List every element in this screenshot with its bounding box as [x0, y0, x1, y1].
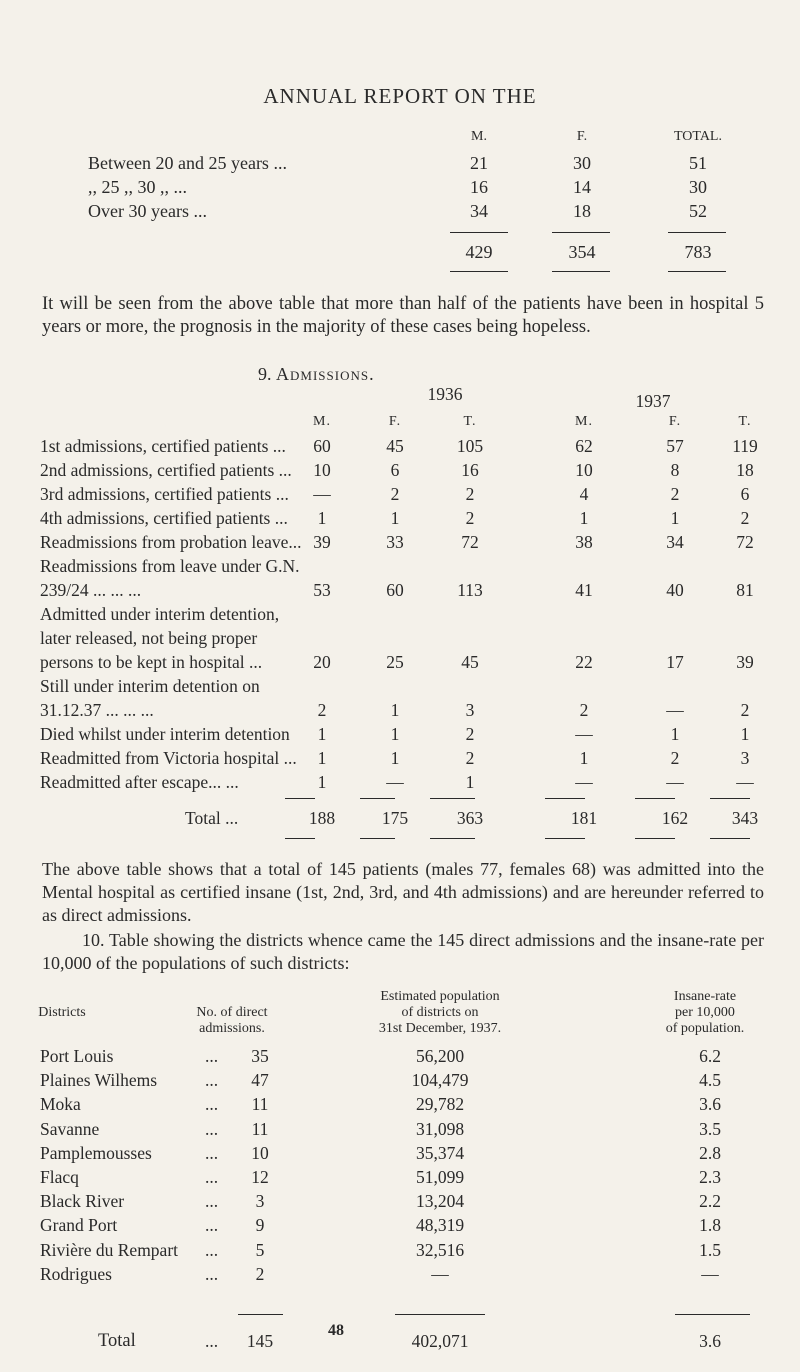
insane-rate: 6.2	[699, 1046, 721, 1066]
admissions-cell: 2	[465, 748, 475, 768]
district-name: Moka	[40, 1094, 81, 1114]
total-rate: 3.6	[699, 1331, 721, 1351]
row-label: Readmitted from Victoria hospital ...	[40, 748, 297, 768]
insane-rate: 2.3	[699, 1167, 721, 1187]
admissions-total-cell: 175	[381, 808, 409, 828]
admissions-cell: 2	[740, 700, 750, 720]
rule	[545, 798, 585, 799]
row-label: persons to be kept in hospital ...	[40, 652, 263, 672]
leader-dots: ...	[205, 1331, 219, 1351]
col-population-line2: of districts on	[401, 1005, 479, 1020]
leader-dots: ...	[205, 1143, 219, 1163]
insane-rate: 1.8	[699, 1215, 721, 1235]
admissions-cell: 72	[461, 532, 479, 552]
admissions-cell: 45	[386, 436, 404, 456]
leader-dots: ...	[205, 1264, 219, 1284]
admissions-total-cell: 181	[570, 808, 598, 828]
admissions-cell: 18	[736, 460, 754, 480]
rule	[238, 1314, 283, 1315]
admissions-cell: 1	[317, 748, 327, 768]
admissions-cell: —	[666, 700, 684, 720]
cell: 52	[689, 201, 707, 221]
cell: 30	[689, 177, 707, 197]
col-insane-rate	[635, 989, 775, 1037]
admissions-cell: 105	[456, 436, 484, 456]
admissions-cell: 10	[313, 460, 331, 480]
admissions-total-cell: 162	[661, 808, 689, 828]
total-cell: 429	[465, 242, 493, 262]
admissions-cell: 2	[317, 700, 327, 720]
row-label: 3rd admissions, certified patients ...	[40, 484, 289, 504]
admissions-cell: 53	[313, 580, 331, 600]
paragraph-prognosis: It will be seen from the above table that more than half of the patients have been in hospital 5 years or more, the prognosis in the majority of these cases being hopeless.	[42, 294, 764, 337]
col-f: F.	[576, 129, 588, 144]
admissions-count: 11	[251, 1119, 269, 1139]
admissions-cell: 1	[317, 508, 327, 528]
admissions-count: 5	[255, 1240, 265, 1260]
subcol: T.	[738, 414, 752, 429]
admissions-cell: 2	[390, 484, 400, 504]
population: 13,204	[415, 1191, 465, 1211]
admissions-cell: 1	[390, 700, 400, 720]
rule	[668, 232, 726, 233]
admissions-cell: 40	[666, 580, 684, 600]
admissions-cell: 22	[575, 652, 593, 672]
rule	[430, 798, 475, 799]
leader-dots: ...	[205, 1119, 219, 1139]
admissions-cell: 81	[736, 580, 754, 600]
total-label: Total	[98, 1331, 136, 1351]
paragraph-direct-admissions: The above table shows that a total of 145 patients (males 77, females 68) was admitted into the Mental hospital as certified insane (1st, 2nd, 3rd, and 4th admissions) and are hereunder referred to as direct admissions.	[42, 859, 764, 925]
admissions-cell: 6	[390, 460, 400, 480]
admissions-count: 47	[251, 1070, 269, 1090]
rule	[552, 271, 610, 272]
row-label: ,, 25 ,, 30 ,, ...	[88, 177, 187, 197]
rule	[285, 798, 315, 799]
admissions-cell: 38	[575, 532, 593, 552]
admissions-total-cell: 188	[308, 808, 336, 828]
rule	[710, 838, 750, 839]
cell: 14	[573, 177, 591, 197]
population: 48,319	[415, 1215, 465, 1235]
section-title: Admissions.	[276, 364, 375, 384]
population: 51,099	[415, 1167, 465, 1187]
admissions-cell: 62	[575, 436, 593, 456]
row-label: 239/24 ... ... ...	[40, 580, 142, 600]
cell: 34	[470, 201, 488, 221]
admissions-cell: 6	[740, 484, 750, 504]
total-label: Total ...	[185, 808, 239, 828]
admissions-cell: 2	[465, 724, 475, 744]
district-name: Port Louis	[40, 1046, 114, 1066]
subcol: T.	[463, 414, 477, 429]
total-cell: 354	[568, 242, 596, 262]
leader-dots: ...	[205, 1070, 219, 1090]
cell: 51	[689, 153, 707, 173]
admissions-cell: 1	[670, 724, 680, 744]
admissions-cell: 8	[670, 460, 680, 480]
leader-dots: ...	[205, 1167, 219, 1187]
rule	[552, 232, 610, 233]
year-1937: 1937	[635, 391, 671, 411]
admissions-cell: —	[386, 772, 404, 792]
population: 104,479	[411, 1070, 469, 1090]
district-name: Black River	[40, 1191, 125, 1211]
district-name: Rodrigues	[40, 1264, 112, 1284]
col-rate-line3: of population.	[665, 1021, 745, 1036]
year-1936: 1936	[427, 384, 463, 404]
col-admissions	[162, 1005, 302, 1037]
admissions-cell: 2	[465, 508, 475, 528]
admissions-total-cell: 343	[731, 808, 759, 828]
admissions-count: 3	[255, 1191, 265, 1211]
col-rate-line1: Insane-rate	[673, 989, 737, 1004]
paragraph-districts-intro: 10. Table showing the districts whence came the 145 direct admissions and the insane-rate per 10,000 of the populations of such districts:	[42, 930, 764, 973]
admissions-cell: 1	[390, 508, 400, 528]
insane-rate: 2.8	[699, 1143, 721, 1163]
admissions-cell: 45	[461, 652, 479, 672]
population: 31,098	[415, 1119, 465, 1139]
admissions-count: 12	[251, 1167, 269, 1187]
rule	[450, 271, 508, 272]
row-label: later released, not being proper	[40, 628, 258, 648]
row-label: Readmissions from probation leave...	[40, 532, 302, 552]
col-rate-line2: per 10,000	[675, 1005, 735, 1020]
insane-rate: 2.2	[699, 1191, 721, 1211]
admissions-cell: 4	[579, 484, 589, 504]
leader-dots: ...	[205, 1046, 219, 1066]
cell: 16	[470, 177, 488, 197]
row-label: Still under interim detention on	[40, 676, 260, 696]
admissions-cell: 60	[386, 580, 404, 600]
row-label: Between 20 and 25 years ...	[88, 153, 287, 173]
admissions-cell: 1	[740, 724, 750, 744]
admissions-cell: 1	[390, 724, 400, 744]
admissions-count: 35	[251, 1046, 269, 1066]
leader-dots: ...	[205, 1240, 219, 1260]
col-admissions-line2: admissions.	[199, 1021, 265, 1036]
admissions-cell: 34	[666, 532, 684, 552]
cell: 21	[470, 153, 488, 173]
admissions-cell: 16	[461, 460, 479, 480]
population: —	[431, 1264, 449, 1284]
admissions-cell: 33	[386, 532, 404, 552]
population: 32,516	[415, 1240, 465, 1260]
rule	[450, 232, 508, 233]
col-m: M.	[471, 129, 487, 144]
subcol: M.	[575, 414, 593, 429]
section-9-title	[258, 364, 375, 385]
row-label: 4th admissions, certified patients ...	[40, 508, 288, 528]
rule	[360, 838, 395, 839]
population: 56,200	[415, 1046, 465, 1066]
row-label: Over 30 years ...	[88, 201, 207, 221]
row-label: Died whilst under interim detention	[40, 724, 290, 744]
admissions-cell: 39	[313, 532, 331, 552]
rule	[675, 1314, 750, 1315]
admissions-cell: 41	[575, 580, 593, 600]
insane-rate: 4.5	[699, 1070, 721, 1090]
admissions-cell: 25	[386, 652, 404, 672]
row-label: 2nd admissions, certified patients ...	[40, 460, 292, 480]
col-population-line3: 31st December, 1937.	[378, 1021, 502, 1036]
population: 29,782	[415, 1094, 465, 1114]
col-admissions-line1: No. of direct	[196, 1005, 268, 1020]
section-number: 9.	[258, 364, 272, 384]
admissions-cell: 1	[317, 772, 327, 792]
col-population	[335, 989, 545, 1037]
admissions-cell: 20	[313, 652, 331, 672]
admissions-cell: 3	[465, 700, 475, 720]
rule	[668, 271, 726, 272]
district-name: Flacq	[40, 1167, 79, 1187]
rule	[285, 838, 315, 839]
rule	[395, 1314, 485, 1315]
rule	[360, 798, 395, 799]
admissions-cell: 1	[317, 724, 327, 744]
admissions-cell: —	[666, 772, 684, 792]
admissions-cell: 2	[670, 748, 680, 768]
admissions-total-cell: 363	[456, 808, 484, 828]
admissions-cell: —	[736, 772, 754, 792]
admissions-cell: —	[575, 724, 593, 744]
admissions-cell: 2	[465, 484, 475, 504]
admissions-cell: 119	[732, 436, 758, 456]
admissions-cell: 2	[579, 700, 589, 720]
admissions-cell: 1	[390, 748, 400, 768]
row-label: Readmitted after escape... ...	[40, 772, 239, 792]
admissions-count: 11	[251, 1094, 269, 1114]
total-admissions: 145	[246, 1331, 274, 1351]
admissions-cell: 39	[736, 652, 754, 672]
row-label: Readmissions from leave under G.N.	[40, 556, 300, 576]
rule	[635, 838, 675, 839]
district-name: Plaines Wilhems	[40, 1070, 158, 1090]
rule	[430, 838, 475, 839]
col-total: TOTAL.	[673, 129, 722, 144]
subcol: M.	[313, 414, 331, 429]
district-name: Rivière du Rempart	[40, 1240, 179, 1260]
cell: 30	[573, 153, 591, 173]
total-population: 402,071	[411, 1331, 469, 1351]
leader-dots: ...	[205, 1191, 219, 1211]
leader-dots: ...	[205, 1215, 219, 1235]
admissions-cell: 17	[666, 652, 684, 672]
page-header: ANNUAL REPORT ON THE	[263, 84, 537, 108]
admissions-count: 10	[251, 1143, 269, 1163]
admissions-count: 2	[255, 1264, 265, 1284]
admissions-cell: 1	[579, 508, 589, 528]
insane-rate: 3.6	[699, 1094, 721, 1114]
admissions-cell: 72	[736, 532, 754, 552]
row-label: 1st admissions, certified patients ...	[40, 436, 286, 456]
population: 35,374	[415, 1143, 465, 1163]
admissions-cell: 3	[740, 748, 750, 768]
admissions-cell: 113	[457, 580, 483, 600]
insane-rate: 3.5	[699, 1119, 721, 1139]
admissions-cell: 2	[670, 484, 680, 504]
leader-dots: ...	[205, 1094, 219, 1114]
rule	[635, 798, 675, 799]
cell: 18	[573, 201, 591, 221]
row-label: 31.12.37 ... ... ...	[40, 700, 154, 720]
admissions-cell: 1	[465, 772, 475, 792]
admissions-cell: 2	[740, 508, 750, 528]
district-name: Pamplemousses	[40, 1143, 152, 1163]
rule	[710, 798, 750, 799]
admissions-cell: 60	[313, 436, 331, 456]
insane-rate: —	[701, 1264, 719, 1284]
admissions-cell: —	[575, 772, 593, 792]
admissions-cell: 57	[666, 436, 684, 456]
rule	[545, 838, 585, 839]
col-districts: Districts	[38, 1005, 86, 1020]
district-name: Savanne	[40, 1119, 100, 1139]
district-name: Grand Port	[40, 1215, 118, 1235]
insane-rate: 1.5	[699, 1240, 721, 1260]
subcol: F.	[388, 414, 402, 429]
total-cell: 783	[684, 242, 712, 262]
admissions-cell: 1	[579, 748, 589, 768]
admissions-cell: 10	[575, 460, 593, 480]
subcol: F.	[668, 414, 682, 429]
col-population-line1: Estimated population	[380, 989, 500, 1004]
admissions-cell: —	[313, 484, 331, 504]
row-label: Admitted under interim detention,	[40, 604, 280, 624]
admissions-count: 9	[255, 1215, 265, 1235]
page-number: 48	[328, 1322, 344, 1339]
admissions-cell: 1	[670, 508, 680, 528]
